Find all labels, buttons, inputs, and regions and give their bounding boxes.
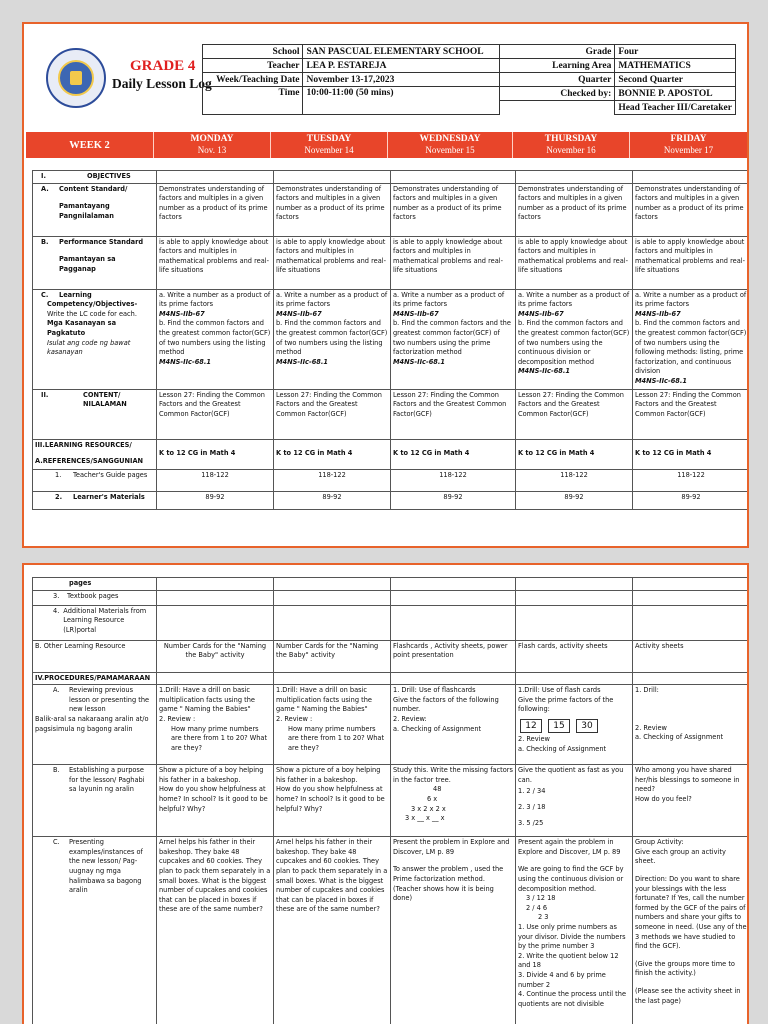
purpose-mon: Show a picture of a boy helping his father in a bakeshop. How do you show helpfulness at home? In school? Is it good to be helpful? Why?: [157, 765, 274, 837]
cg-tue: K to 12 CG in Math 4: [274, 439, 391, 469]
info-value: 10:00-11:00 (50 mins): [303, 87, 499, 115]
week-band: [26, 132, 747, 158]
performance-standard-fri: is able to apply knowledge about factors and multiples in mathematical problems and real- life situations: [633, 236, 750, 289]
day-name: WEDNESDAY: [419, 134, 481, 144]
performance-standard-label: B. Performance Standard Pamantayan sa Pagganap: [33, 236, 157, 289]
info-label: Teacher: [203, 59, 303, 73]
info-value: SAN PASCUAL ELEMENTARY SCHOOL: [303, 45, 499, 59]
performance-standard-mon: is able to apply knowledge about factors and multiples in mathematical problems and real- life situations: [157, 236, 274, 289]
learners-materials-label: 2. Learner's Materials: [33, 491, 157, 509]
content-standard-thu: Demonstrates understanding of factors and multiples in a given number as a product of its prime factors: [516, 183, 633, 236]
content-standard-label: A. Content Standard/ Pamantayang Pangnilalaman: [33, 183, 157, 236]
info-value: Four: [615, 45, 736, 59]
lesson-table-1: [32, 170, 749, 510]
lm-pages-fri: 89-92: [633, 491, 750, 509]
day-name: FRIDAY: [670, 134, 707, 144]
lesson-table-2: [32, 577, 749, 1024]
cg-thu: K to 12 CG in Math 4: [516, 439, 633, 469]
day-wednesday: [388, 132, 513, 158]
lesson-log-page-1: [22, 22, 749, 548]
info-value: Second Quarter: [615, 73, 736, 87]
purpose-tue: Show a picture of a boy helping his father in a bakeshop. How do you show helpfulness at home? In school? Is it good to be helpful? Why?: [274, 765, 391, 837]
objectives-heading: I. OBJECTIVES: [33, 171, 157, 184]
week-label: WEEK 2: [26, 132, 154, 158]
review-tue: 1.Drill: Have a drill on basic multiplication facts using the game " Naming the Babies" 2. Review : How many prime numbers are there from 1 to 20? What are they?: [274, 685, 391, 765]
presenting-tue: Arnel helps his father in their bakeshop. They bake 48 cupcakes and 60 cookies. They plan to pack them separately in a small boxes. What is the biggest number of cupcakes and cookies that can be placed in boxes if these are of the same number?: [274, 837, 391, 1024]
pages-label: pages: [33, 578, 157, 591]
review-thu: 1.Drill: Use of flash cards Give the prime factors of the following: 12 15 30 2. Review a. Checking of Assignment: [516, 685, 633, 765]
olr-fri: Activity sheets: [633, 640, 750, 672]
checked-title: Head Teacher III/Caretaker: [615, 101, 736, 115]
info-label: Week/Teaching Date: [203, 73, 303, 87]
presenting-thu: Present again the problem in Explore and Discover, LM p. 89 We are going to find the GCF by using the continuous division or decomposition method. 3 / 12 18 2 / 4 6 2 3 1. Use only prime numbers as your divisor. Divide the numbers by the prime number 3 2. Write the quotient below 12 and 18 3. Divide 4 and 6 by prime number 2 4. Continue the process until the quotients are not divisible: [516, 837, 633, 1024]
day-date: November 17: [663, 145, 714, 155]
competency-mon: a. Write a number as a product of its prime factors M4NS-IIb-67 b. Find the common factors and the greatest common factor(GCF) of two numbers using the listing method M4NS-IIc-68.1: [157, 289, 274, 389]
learning-competency-label: C. Learning Competency/Objectives- Write the LC code for each. Mga Kasanayan sa Pagkatuto Isulat ang code ng bawat kasanayan: [33, 289, 157, 389]
info-table: [202, 44, 736, 115]
competency-tue: a. Write a number as a product of its prime factors M4NS-IIb-67 b. Find the common factors and the greatest common factor(GCF) of two numbers using the listing method M4NS-IIc-68.1: [274, 289, 391, 389]
content-standard-wed: Demonstrates understanding of factors and multiples in a given number as a product of its prime factors: [391, 183, 516, 236]
olr-thu: Flash cards, activity sheets: [516, 640, 633, 672]
content-standard-mon: Demonstrates understanding of factors and multiples in a given number as a product of its prime factors: [157, 183, 274, 236]
additional-materials-label: 4. Additional Materials from Learning Resource (LR)portal: [33, 605, 157, 640]
tg-pages-wed: 118-122: [391, 469, 516, 491]
presenting-mon: Arnel helps his father in their bakeshop. They bake 48 cupcakes and 60 cookies. They plan to pack them separately in a small boxes. What is the biggest number of cupcakes and cookies that can be placed in boxes if these are of the same number?: [157, 837, 274, 1024]
lm-pages-wed: 89-92: [391, 491, 516, 509]
content-standard-fri: Demonstrates understanding of factors and multiples in a given number as a product of its prime factors: [633, 183, 750, 236]
tg-pages-mon: 118-122: [157, 469, 274, 491]
review-wed: 1. Drill: Use of flashcards Give the factors of the following number. 2. Review: a. Checking of Assignment: [391, 685, 516, 765]
day-tuesday: [271, 132, 388, 158]
teachers-guide-label: 1. Teacher's Guide pages: [33, 469, 157, 491]
olr-mon: Number Cards for the "Naming the Baby" activity: [157, 640, 274, 672]
day-friday: [630, 132, 747, 158]
info-label: Grade: [499, 45, 614, 59]
day-name: MONDAY: [190, 134, 234, 144]
cg-fri: K to 12 CG in Math 4: [633, 439, 750, 469]
info-value: November 13-17,2023: [303, 73, 499, 87]
info-label: Time: [203, 87, 303, 115]
number-card: 15: [548, 719, 570, 733]
continuous-division: 3 / 12 18 2 / 4 6 2 3: [526, 894, 556, 922]
content-standard-tue: Demonstrates understanding of factors and multiples in a given number as a product of its prime factors: [274, 183, 391, 236]
day-name: TUESDAY: [306, 134, 352, 144]
tg-pages-fri: 118-122: [633, 469, 750, 491]
info-label: Learning Area: [499, 59, 614, 73]
competency-thu: a. Write a number as a product of its prime factors M4NS-IIb-67 b. Find the common factors and the greatest common factor(GCF) of two numbers using the continuous division or decomposition method M4NS-IIc-68.1: [516, 289, 633, 389]
purpose-wed: Study this. Write the missing factors in the factor tree. 48 6 x 3 x 2 x 2 x 3 x __ x __ x: [391, 765, 516, 837]
tg-pages-tue: 118-122: [274, 469, 391, 491]
cg-mon: K to 12 CG in Math 4: [157, 439, 274, 469]
textbook-pages-label: 3. Textbook pages: [33, 590, 157, 605]
day-name: THURSDAY: [544, 134, 598, 144]
lesson-log-page-2: [22, 563, 749, 1024]
review-fri: 1. Drill: 2. Review a. Checking of Assignment: [633, 685, 750, 765]
purpose-fri: Who among you have shared her/his blessings to someone in need? How do you feel?: [633, 765, 750, 837]
deped-seal-icon: [46, 48, 106, 108]
procedures-heading: IV.PROCEDURES/PAMAMARAAN: [33, 672, 157, 685]
day-date: Nov. 13: [197, 145, 227, 155]
day-date: November 15: [425, 145, 475, 155]
performance-standard-wed: is able to apply knowledge about factors and multiples in mathematical problems and real- life situations: [391, 236, 516, 289]
competency-wed: a. Write a number as a product of its prime factors M4NS-IIb-67 b. Find the common factors and the greatest common factor(GCF) of two numbers using the prime factorization method M4NS-IIc-68.1: [391, 289, 516, 389]
performance-standard-thu: is able to apply knowledge about factors and multiples in mathematical problems and real- life situations: [516, 236, 633, 289]
presenting-fri: Group Activity: Give each group an activity sheet. Direction: Do you want to share your blessings with the less fortunate? If Yes, call the number formed by the GCF of the pairs of numbers and share your gifts to someone in need. (Use any of the 3 methods we have studied to find the GCF). (Give the groups more time to finish the activity.) (Please see the activity sheet in the last page): [633, 837, 750, 1024]
day-date: November 16: [546, 145, 596, 155]
info-label: School: [203, 45, 303, 59]
purpose-label: B. Establishing a purpose for the lesson/ Paghabi sa layunin ng aralin: [33, 765, 157, 837]
number-card: 30: [576, 719, 598, 733]
lm-pages-thu: 89-92: [516, 491, 633, 509]
factor-tree: 48 6 x 3 x 2 x 2 x 3 x __ x __ x: [405, 785, 446, 823]
lesson-tue: Lesson 27: Finding the Common Factors and the Greatest Common Factor(GCF): [274, 389, 391, 439]
content-label: II. CONTENT/ NILALAMAN: [33, 389, 157, 439]
info-value: MATHEMATICS: [615, 59, 736, 73]
grade-title: GRADE 4: [130, 58, 196, 74]
lesson-wed: Lesson 27: Finding the Common Factors and the Greatest Common Factor(GCF): [391, 389, 516, 439]
info-value: BONNIE P. APOSTOL: [615, 87, 736, 101]
number-card: 12: [520, 719, 542, 733]
cg-wed: K to 12 CG in Math 4: [391, 439, 516, 469]
olr-wed: Flashcards , Activity sheets, power point presentation: [391, 640, 516, 672]
lesson-mon: Lesson 27: Finding the Common Factors and the Greatest Common Factor(GCF): [157, 389, 274, 439]
day-monday: [154, 132, 271, 158]
tg-pages-thu: 118-122: [516, 469, 633, 491]
lm-pages-mon: 89-92: [157, 491, 274, 509]
info-label: Quarter: [499, 73, 614, 87]
competency-fri: a. Write a number as a product of its prime factors M4NS-IIb-67 b. Find the common factors and the greatest common factor(GCF) of two numbers using the following methods: listing, prime factorization, and continuous division M4NS-IIc-68.1: [633, 289, 750, 389]
info-value: LEA P. ESTAREJA: [303, 59, 499, 73]
presenting-wed: Present the problem in Explore and Discover, LM p. 89 To answer the problem , used the Prime factorization method. (Teacher shows how it is being done): [391, 837, 516, 1024]
info-label: Checked by:: [499, 87, 614, 101]
purpose-thu: Give the quotient as fast as you can. 1. 2 / 34 2. 3 / 18 3. 5 /25: [516, 765, 633, 837]
olr-tue: Number Cards for the "Naming the Baby" activity: [274, 640, 391, 672]
header: [34, 44, 736, 124]
day-date: November 14: [304, 145, 354, 155]
info-spacer: [499, 101, 614, 115]
review-label: A. Reviewing previous lesson or presenting the new lesson Balik-aral sa nakaraang aralin at/o pagsisimula ng bagong aralin: [33, 685, 157, 765]
lm-pages-tue: 89-92: [274, 491, 391, 509]
presenting-label: C. Presenting examples/instances of the new lesson/ Pag-uugnay ng mga halimbawa sa bagong aralin: [33, 837, 157, 1024]
learning-resources-label: III.LEARNING RESOURCES/ A.REFERENCES/SANGGUNIAN: [33, 439, 157, 469]
lesson-thu: Lesson 27: Finding the Common Factors and the Greatest Common Factor(GCF): [516, 389, 633, 439]
other-resource-label: B. Other Learning Resource: [33, 640, 157, 672]
performance-standard-tue: is able to apply knowledge about factors and multiples in mathematical problems and real- life situations: [274, 236, 391, 289]
day-thursday: [513, 132, 630, 158]
review-mon: 1.Drill: Have a drill on basic multiplication facts using the game " Naming the Babies" 2. Review : How many prime numbers are there from 1 to 20? What are they?: [157, 685, 274, 765]
prime-number-cards: [520, 719, 630, 733]
lesson-fri: Lesson 27: Finding the Common Factors and the Greatest Common Factor(GCF): [633, 389, 750, 439]
log-title: Daily Lesson Log: [112, 76, 212, 91]
